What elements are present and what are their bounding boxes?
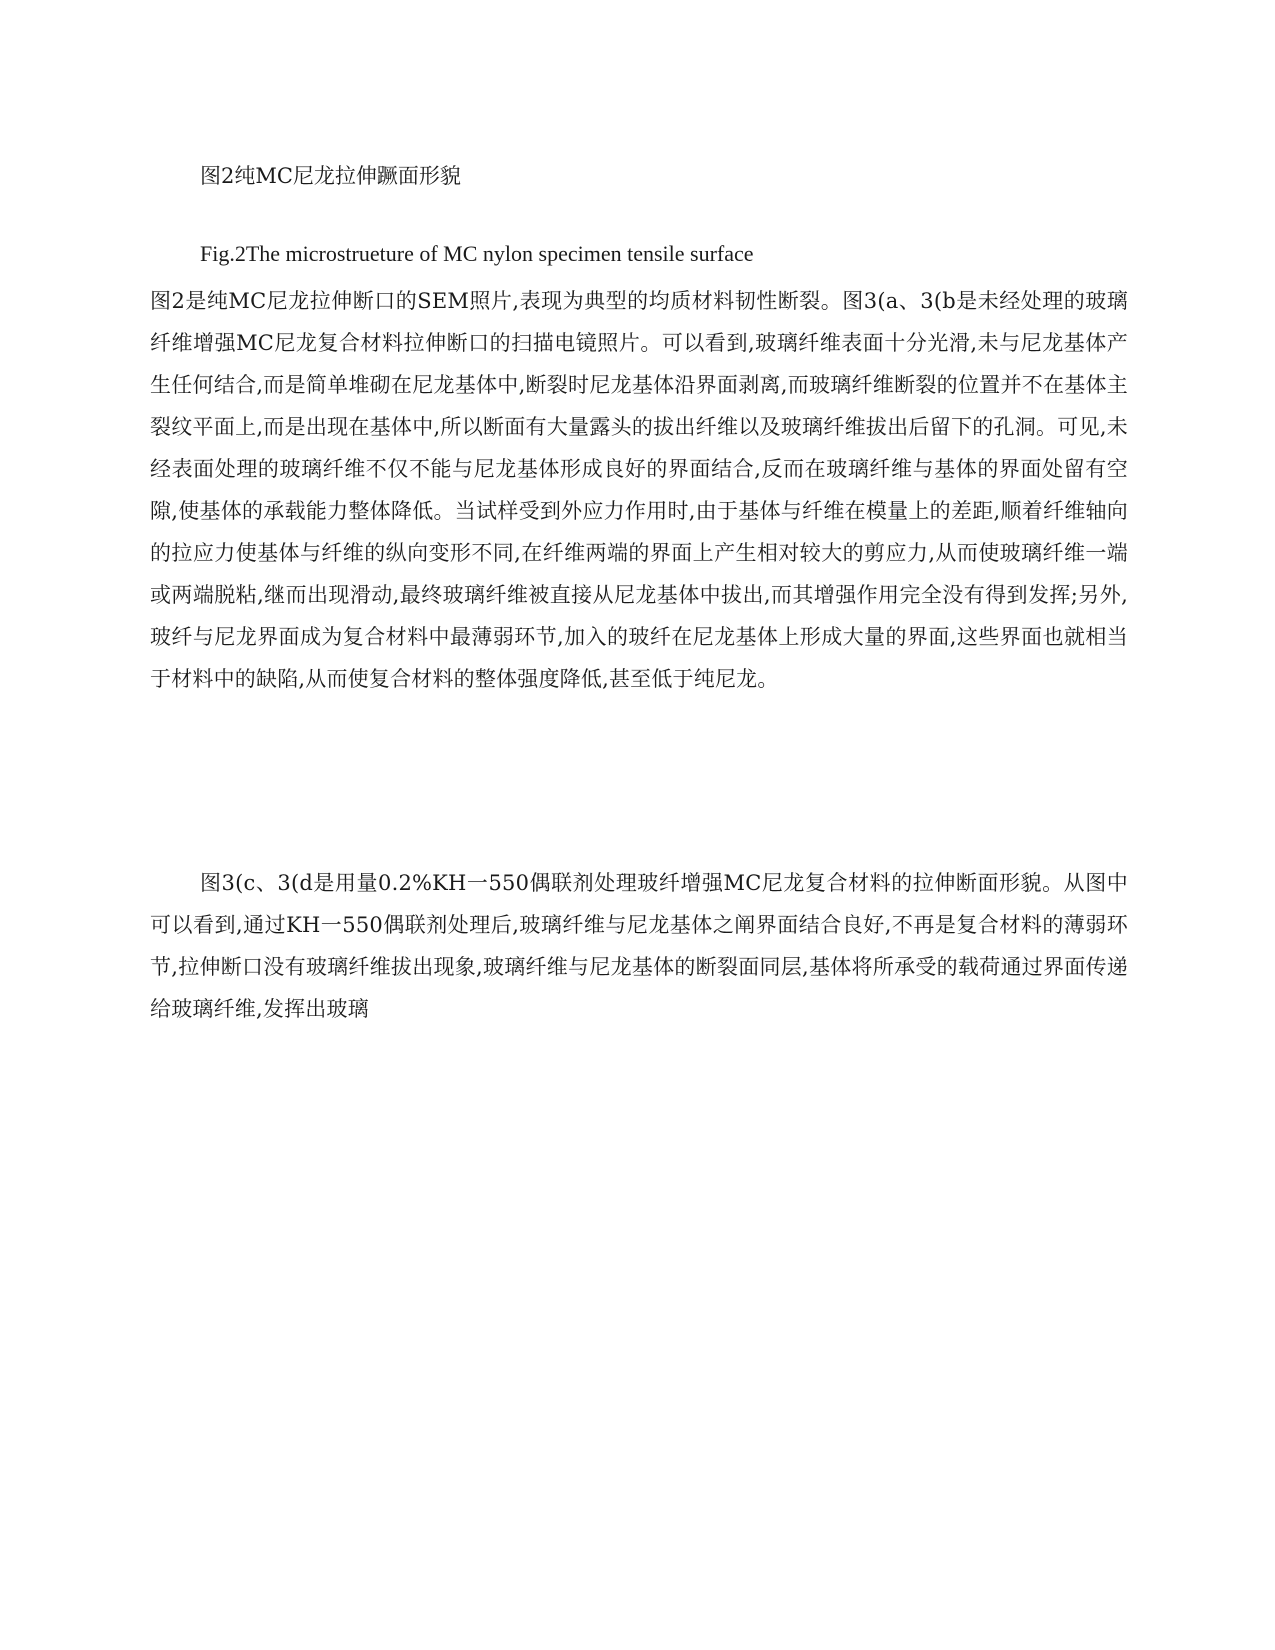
- body-paragraph-2: 图3(c、3(d是用量0.2%KH一550偶联剂处理玻纤增强MC尼龙复合材料的拉伸断面形貌。从图中可以看到,通过KH一550偶联剂处理后,玻璃纤维与尼龙基体之阐界面结合良好,不再是复合材料的薄弱环节,拉伸断口没有玻璃纤维拔出现象,玻璃纤维与尼龙基体的断裂面同层,基体将所承受的载荷通过界面传递给玻璃纤维,发挥出玻璃: [150, 871, 1128, 1021]
- figure-caption-english: Fig.2The microstrueture of MC nylon specimen tensile surface: [200, 241, 754, 266]
- body-paragraph-1: 图2是纯MC尼龙拉伸断口的SEM照片,表现为典型的均质材料韧性断裂。图3(a、3(b是未经处理的玻璃纤维增强MC尼龙复合材料拉伸断口的扫描电镜照片。可以看到,玻璃纤维表面十分光滑,未与尼龙基体产生任何结合,而是简单堆砌在尼龙基体中,断裂时尼龙基体沿界面剥离,而玻璃纤维断裂的位置并不在基体主裂纹平面上,而是出现在基体中,所以断面有大量露头的拔出纤维以及玻璃纤维拔出后留下的孔洞。可见,未经表面处理的玻璃纤维不仅不能与尼龙基体形成良好的界面结合,反而在玻璃纤维与基体的界面处留有空隙,使基体的承载能力整体降低。当试样受到外应力作用时,由于基体与纤维在模量上的差距,顺着纤维轴向的拉应力使基体与纤维的纵向变形不同,在纤维两端的界面上产生相对较大的剪应力,从而使玻璃纤维一端或两端脱粘,继而出现滑动,最终玻璃纤维被直接从尼龙基体中拔出,而其增强作用完全没有得到发挥;另外,玻纤与尼龙界面成为复合材料中最薄弱环节,加入的玻纤在尼龙基体上形成大量的界面,这些界面也就相当于材料中的缺陷,从而使复合材料的整体强度降低,甚至低于纯尼龙。: [150, 289, 1128, 691]
- figure-caption-chinese: 图2纯MC尼龙拉伸蹶面形貌: [200, 164, 461, 188]
